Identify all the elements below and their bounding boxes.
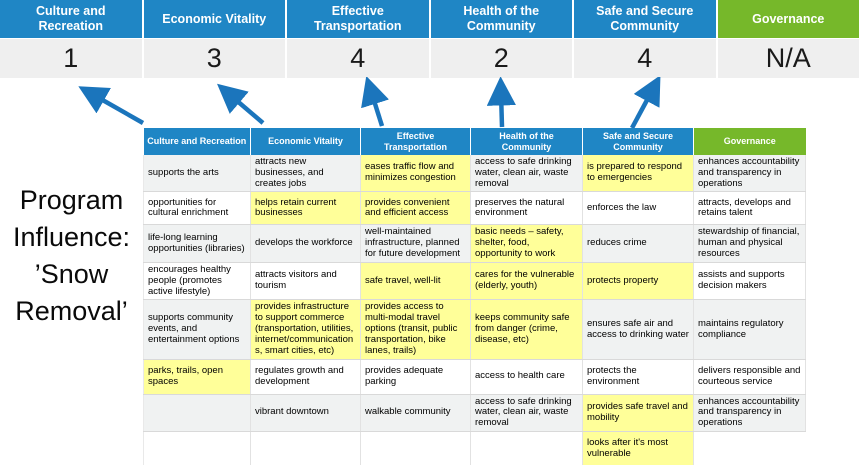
priority-column [144,0,286,78]
influence-arrow [371,91,382,126]
matrix-cell-highlighted: parks, trails, open spaces [144,359,251,394]
matrix-column-header: Safe and Secure Community [583,128,694,155]
matrix-cell-highlighted: provides infrastructure to support commerce (transportation, utilities, internet/communications, smart cities, etc) [251,300,361,359]
matrix-row [144,359,806,394]
matrix-row [144,300,806,359]
matrix-cell-highlighted: eases traffic flow and minimizes congestion [361,155,471,192]
matrix-cell: provides adequate parking [361,359,471,394]
priority-score: 1 [0,39,142,78]
influence-arrow [501,92,502,127]
scoreboard [0,0,859,78]
priority-header: Health of the Community [431,0,573,38]
matrix-cell: encourages healthy people (promotes active lifestyle) [144,262,251,299]
matrix-cell: access to safe drinking water, clean air, waste removal [471,155,583,192]
matrix-cell: enhances accountability and transparency in operations [694,155,806,192]
program-title-line: Program [19,185,124,215]
matrix-cell: life-long learning opportunities (libraries) [144,225,251,262]
matrix-row [144,225,806,262]
priority-column [287,0,429,78]
priority-header: Effective Transportation [287,0,429,38]
matrix-cell-highlighted: provides safe travel and mobility [583,394,694,431]
matrix-column-header: Economic Vitality [251,128,361,155]
matrix-column-header: Culture and Recreation [144,128,251,155]
matrix-header-row [144,128,806,155]
matrix-cell: attracts visitors and tourism [251,262,361,299]
matrix-cell [144,394,251,431]
matrix-row [144,394,806,431]
priority-header: Culture and Recreation [0,0,142,38]
matrix-cell: access to health care [471,359,583,394]
matrix-cell-highlighted: cares for the vulnerable (elderly, youth) [471,262,583,299]
matrix-column-header: Governance [694,128,806,155]
matrix-cell: supports community events, and entertainment options [144,300,251,359]
priority-score: 3 [144,39,286,78]
matrix-cell-highlighted: provides access to multi-modal travel options (transit, public transportation, bike lanes, trails) [361,300,471,359]
matrix-cell: well-maintained infrastructure, planned for future development [361,225,471,262]
priority-column [718,0,859,78]
matrix-cell: opportunities for cultural enrichment [144,192,251,225]
priority-score: N/A [718,39,859,78]
matrix-cell: attracts, develops and retains talent [694,192,806,225]
matrix-cell: vibrant downtown [251,394,361,431]
matrix-cell [144,432,251,465]
matrix-column-header: Effective Transportation [361,128,471,155]
program-title-line: Removal’ [15,296,128,326]
priority-header: Governance [718,0,859,38]
influence-arrow [92,94,143,123]
matrix-row [144,262,806,299]
matrix-cell [694,432,806,465]
matrix-cell [471,432,583,465]
matrix-cell: supports the arts [144,155,251,192]
matrix-cell: attracts new businesses, and creates jobs [251,155,361,192]
matrix-cell: protects the environment [583,359,694,394]
influence-arrow [632,89,653,128]
matrix-cell: walkable community [361,394,471,431]
influence-arrows [0,77,859,128]
matrix-cell [251,432,361,465]
matrix-cell: preserves the natural environment [471,192,583,225]
matrix-cell: reduces crime [583,225,694,262]
matrix-cell-highlighted: basic needs – safety, shelter, food, opportunity to work [471,225,583,262]
matrix-cell-highlighted: looks after it's most vulnerable [583,432,694,465]
priority-score: 4 [287,39,429,78]
matrix-cell: regulates growth and development [251,359,361,394]
priority-column [574,0,716,78]
matrix-cell: maintains regulatory compliance [694,300,806,359]
matrix-cell: ensures safe air and access to drinking water [583,300,694,359]
program-title-line: ’Snow [34,259,109,289]
matrix-column-header: Health of the Community [471,128,583,155]
matrix-row [144,155,806,192]
matrix-cell: enhances accountability and transparency in operations [694,394,806,431]
matrix-cell: access to safe drinking water, clean air, waste removal [471,394,583,431]
matrix-cell-highlighted: helps retain current businesses [251,192,361,225]
priority-header: Economic Vitality [144,0,286,38]
matrix-cell-highlighted: provides convenient and efficient access [361,192,471,225]
priority-column [0,0,142,78]
priority-score: 4 [574,39,716,78]
matrix-cell-highlighted: safe travel, well-lit [361,262,471,299]
matrix-cell: delivers responsible and courteous service [694,359,806,394]
priority-header: Safe and Secure Community [574,0,716,38]
influence-matrix [143,128,806,465]
priority-column [431,0,573,78]
matrix-cell-highlighted: protects property [583,262,694,299]
matrix-cell-highlighted: is prepared to respond to emergencies [583,155,694,192]
priority-score: 2 [431,39,573,78]
matrix-cell: assists and supports decision makers [694,262,806,299]
matrix-cell: stewardship of financial, human and physical resources [694,225,806,262]
influence-arrow [229,94,263,123]
matrix-cell [361,432,471,465]
matrix-row [144,192,806,225]
matrix-cell: develops the workforce [251,225,361,262]
matrix-row [144,432,806,465]
matrix-cell-highlighted: keeps community safe from danger (crime, disease, etc) [471,300,583,359]
matrix-cell: enforces the law [583,192,694,225]
program-title-line: Influence: [12,222,131,252]
program-influence-title [0,182,143,330]
